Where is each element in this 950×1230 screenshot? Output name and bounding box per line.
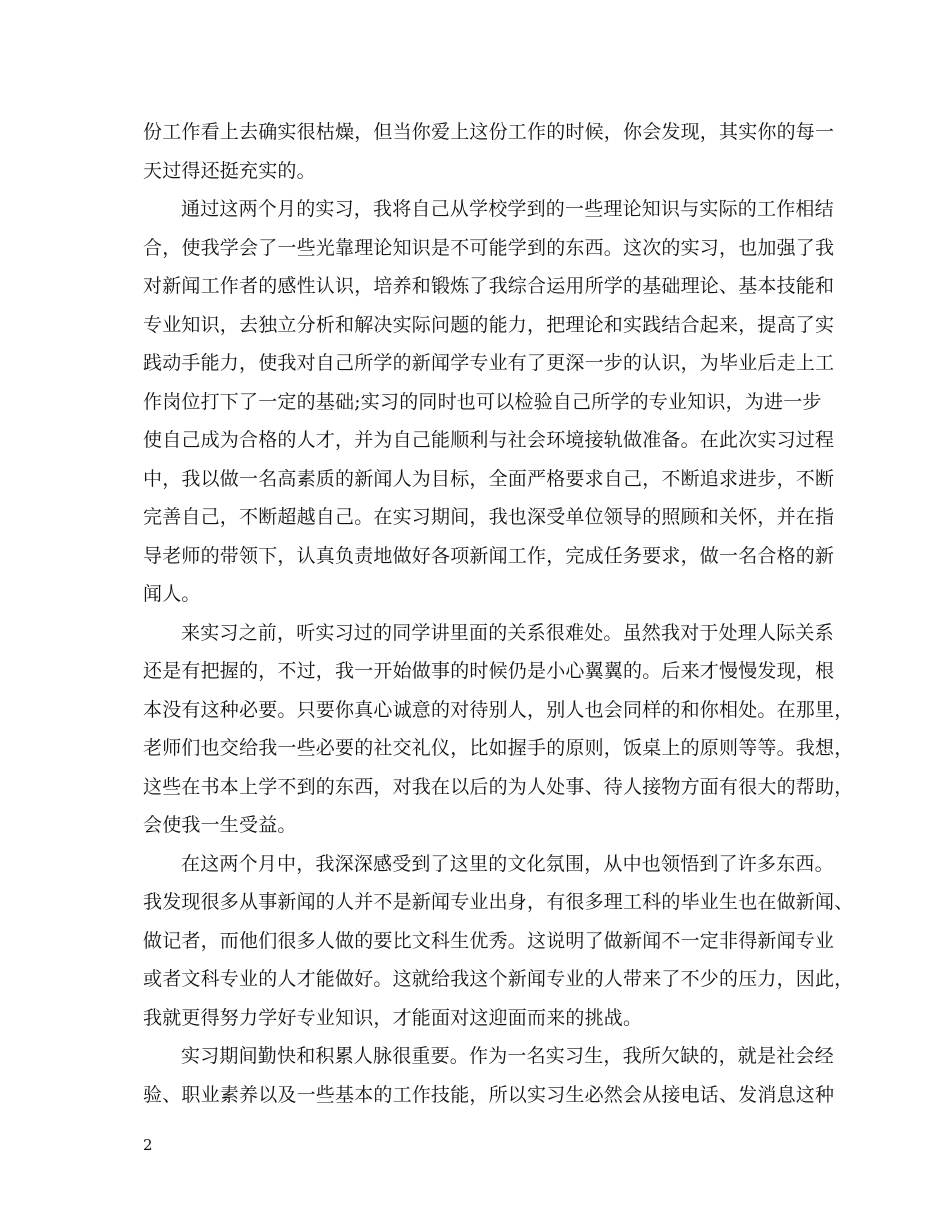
text-line: 对新闻工作者的感性认识，培养和锻炼了我综合运用所学的基础理论、基本技能和 — [143, 275, 835, 297]
text-line: 还是有把握的，不过，我一开始做事的时候仍是小心翼翼的。后来才慢慢发现，根 — [143, 660, 835, 682]
text-line: 通过这两个月的实习，我将自己从学校学到的一些理论知识与实际的工作相结 — [181, 198, 834, 220]
text-line: 中，我以做一名高素质的新闻人为目标，全面严格要求自己，不断追求进步，不断 — [143, 467, 835, 490]
text-line: 做记者，而他们很多人做的要比文科生优秀。这说明了做新闻不一定非得新闻专业 — [143, 929, 835, 952]
text-line: 天过得还挺充实的。 — [143, 159, 316, 182]
text-line: 老师们也交给我一些必要的社交礼仪，比如握手的原则，饭桌上的原则等等。我想， — [143, 737, 854, 759]
text-line: 践动手能力，使我对自己所学的新闻学专业有了更深一步的认识，为毕业后走上工 — [143, 352, 835, 374]
body-text — [143, 113, 854, 1114]
text-line: 或者文科专业的人才能做好。这就给我这个新闻专业的人带来了不少的压力，因此， — [143, 968, 854, 990]
text-line: 作岗位打下了一定的基础;实习的同时也可以检验自己所学的专业知识，为进一步 — [143, 390, 822, 413]
text-line: 我发现很多从事新闻的人并不是新闻专业出身，有很多理工科的毕业生也在做新闻、 — [143, 891, 854, 913]
text-line: 份工作看上去确实很枯燥，但当你爱上这份工作的时候，你会发现，其实你的每一 — [143, 121, 835, 143]
page-number: 2 — [143, 1136, 153, 1154]
text-line: 我就更得努力学好专业知识，才能面对这迎面而来的挑战。 — [143, 1006, 643, 1029]
text-line: 闻人。 — [143, 583, 201, 605]
text-line: 导老师的带领下，认真负责地做好各项新闻工作，完成任务要求，做一名合格的新 — [143, 544, 835, 567]
text-line: 合，使我学会了一些光靠理论知识是不可能学到的东西。这次的实习，也加强了我 — [143, 236, 835, 259]
text-line: 实习期间勤快和积累人脉很重要。作为一名实习生，我所欠缺的，就是社会经 — [181, 1045, 834, 1067]
text-line: 来实习之前，听实习过的同学讲里面的关系很难处。虽然我对于处理人际关系 — [181, 621, 834, 644]
text-line: 专业知识，去独立分析和解决实际问题的能力，把理论和实践结合起来，提高了实 — [143, 313, 835, 336]
text-line: 在这两个月中，我深深感受到了这里的文化氛围，从中也领悟到了许多东西。 — [181, 852, 834, 875]
text-line: 验、职业素养以及一些基本的工作技能，所以实习生必然会从接电话、发消息这种 — [143, 1083, 835, 1106]
text-line: 这些在书本上学不到的东西，对我在以后的为人处事、待人接物方面有很大的帮助， — [143, 775, 854, 798]
text-line: 本没有这种必要。只要你真心诚意的对待别人，别人也会同样的和你相处。在那里， — [143, 698, 854, 721]
text-line: 使自己成为合格的人才，并为自己能顺利与社会环境接轨做准备。在此次实习过程 — [143, 429, 835, 451]
text-line: 完善自己，不断超越自己。在实习期间，我也深受单位领导的照顾和关怀，并在指 — [143, 506, 835, 528]
text-line: 会使我一生受益。 — [143, 814, 297, 836]
